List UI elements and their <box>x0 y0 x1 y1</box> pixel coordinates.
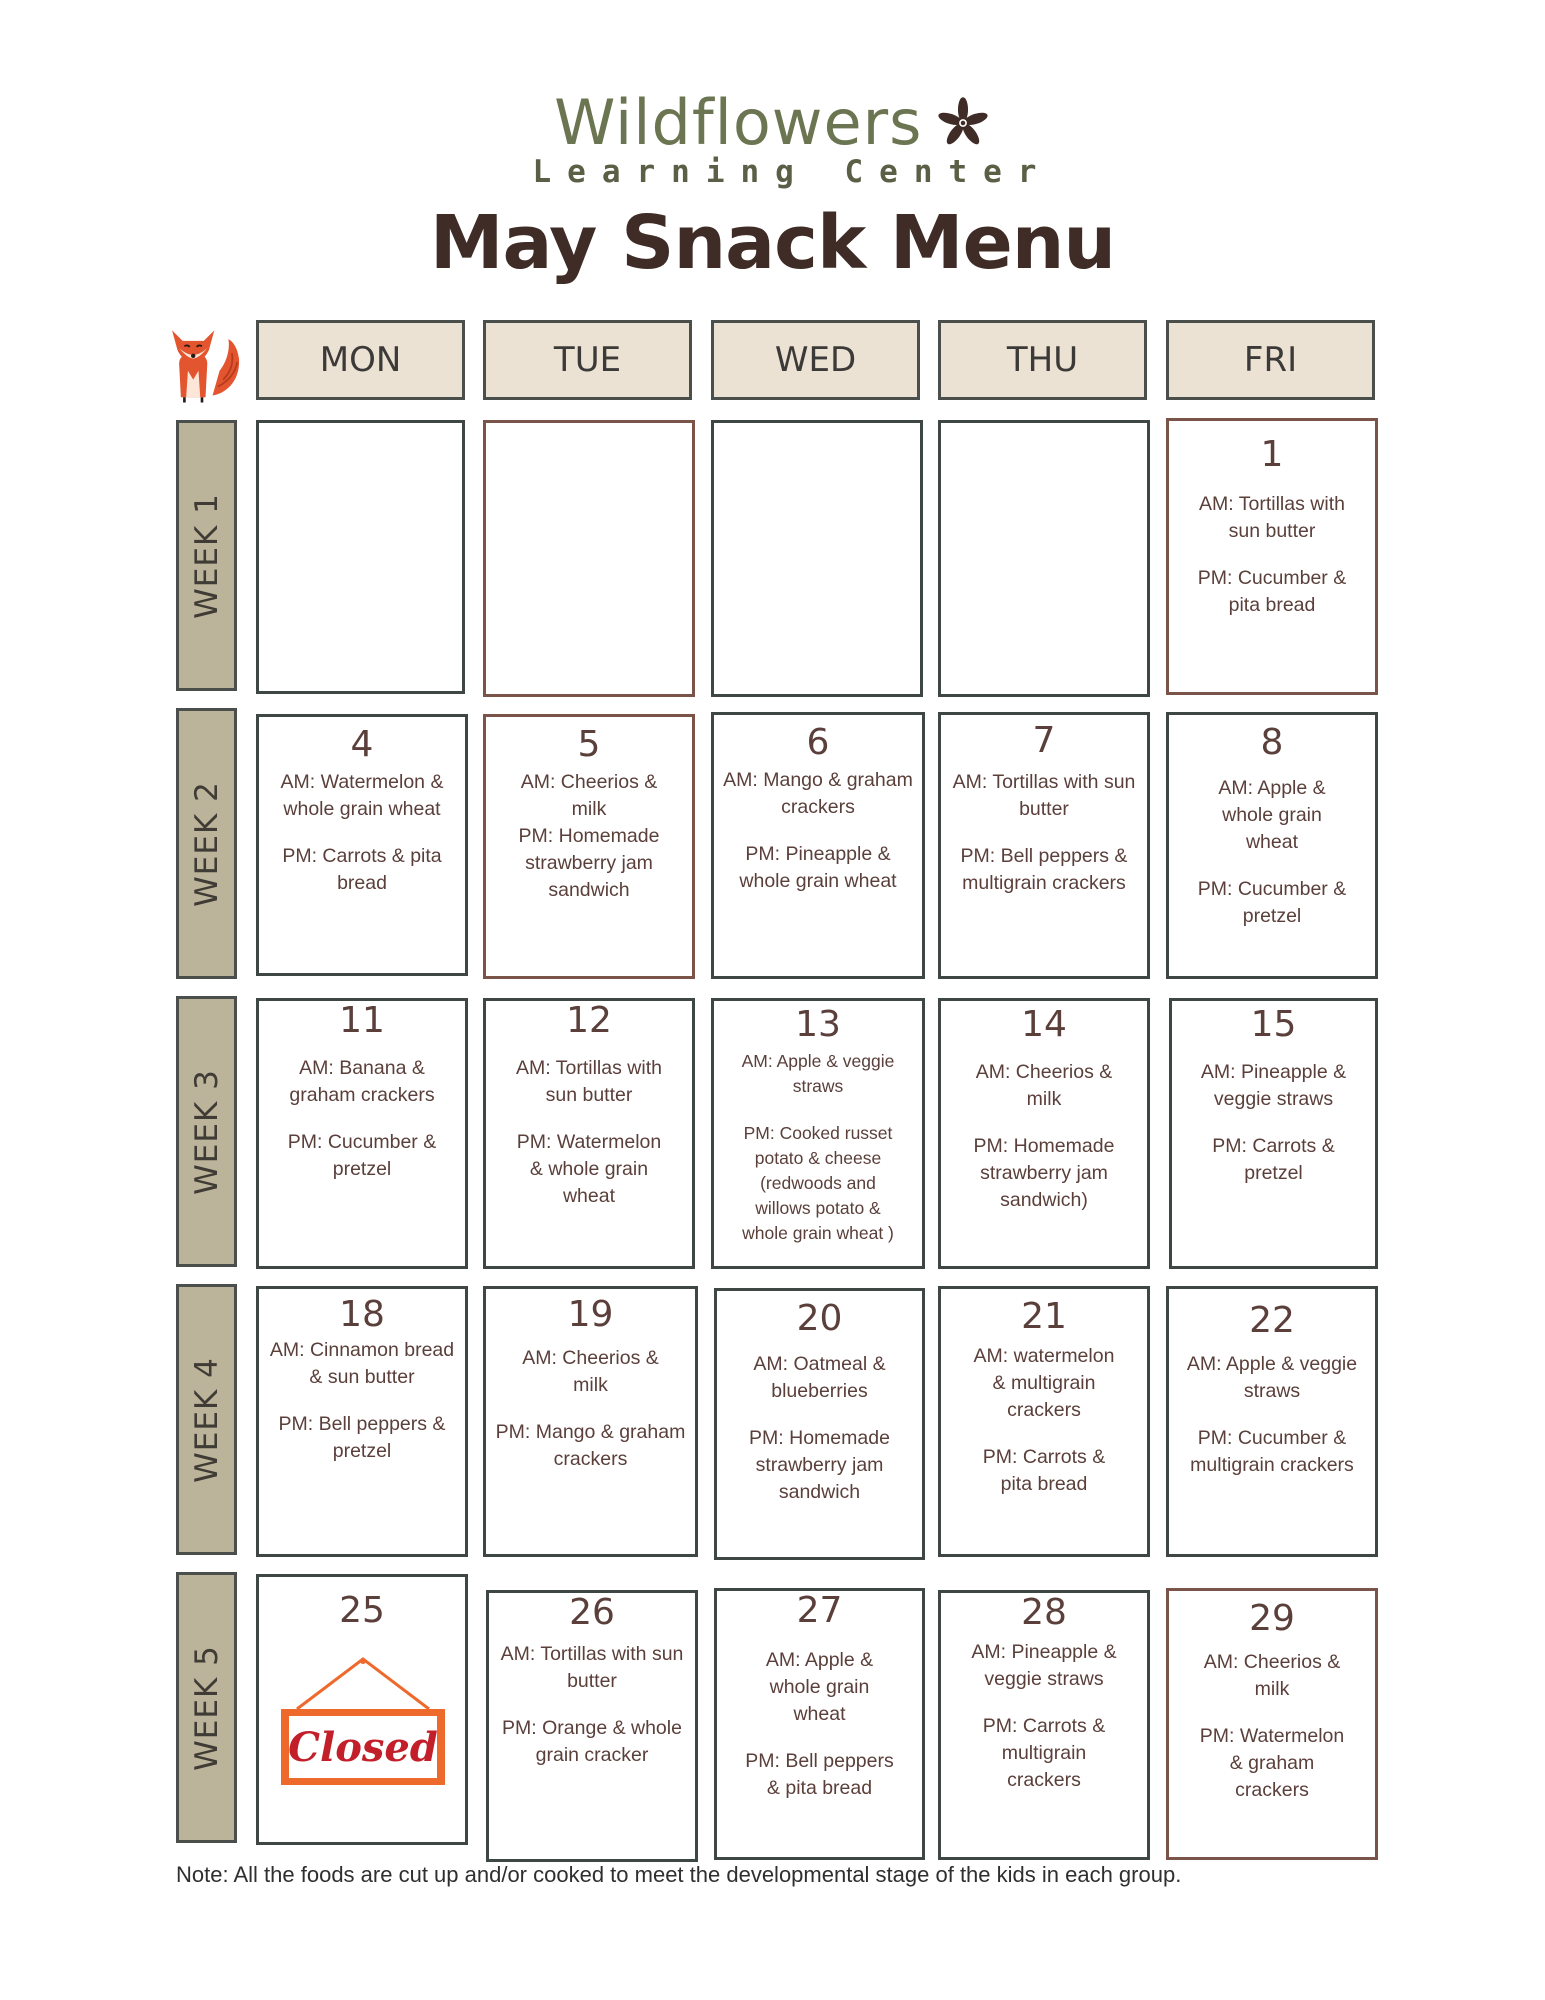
day-date: 7 <box>1032 720 1056 761</box>
am-snack: AM: Watermelon & whole grain wheat <box>280 771 444 820</box>
day-cell-may-28 <box>938 1590 1150 1860</box>
week-label-1: WEEK 1 <box>176 420 237 691</box>
day-cell-may-12 <box>483 998 695 1269</box>
day-date: 20 <box>796 1298 843 1339</box>
day-cell-may-11 <box>256 998 468 1269</box>
am-snack: AM: Pineapple & veggie straws <box>971 1641 1117 1690</box>
day-cell-may-15 <box>1169 998 1378 1269</box>
pm-snack: PM: Cooked russet potato & cheese (redwoods and willows potato & whole grain wheat ) <box>742 1123 894 1243</box>
am-snack: AM: Tortillas with sun butter <box>516 1057 662 1106</box>
week-label-2: WEEK 2 <box>176 708 237 979</box>
day-cell-may-25 <box>256 1574 468 1845</box>
day-date: 12 <box>566 1000 612 1041</box>
day-cell-may-29 <box>1166 1588 1378 1860</box>
day-cell-empty <box>483 420 695 697</box>
day-date: 14 <box>1021 1004 1067 1045</box>
day-header-fri: FRI <box>1166 320 1375 400</box>
day-header-tue: TUE <box>483 320 692 400</box>
brand-subtitle: Learning Center <box>532 154 1053 190</box>
day-cell-may-5 <box>483 714 695 979</box>
pm-snack: PM: Watermelon & graham crackers <box>1199 1725 1345 1801</box>
pm-snack: PM: Pineapple & whole grain wheat <box>739 843 897 892</box>
am-snack: AM: Cheerios & milk <box>520 771 658 820</box>
day-cell-may-7 <box>938 712 1150 979</box>
day-date: 11 <box>339 1000 385 1041</box>
pm-snack: PM: Bell peppers & pretzel <box>278 1413 446 1462</box>
am-snack: AM: Cheerios & milk <box>522 1347 659 1396</box>
am-snack: AM: watermelon & multigrain crackers <box>973 1345 1115 1421</box>
pm-snack: PM: Carrots & pita bread <box>282 845 442 894</box>
week-label-3: WEEK 3 <box>176 996 237 1267</box>
week-label-5: WEEK 5 <box>176 1572 237 1843</box>
day-header-wed: WED <box>711 320 920 400</box>
day-date: 4 <box>350 724 374 765</box>
am-snack: AM: Cheerios & milk <box>1203 1651 1341 1700</box>
am-snack: AM: Apple & whole grain wheat <box>1218 777 1326 853</box>
pm-snack: PM: Bell peppers & multigrain crackers <box>960 845 1128 894</box>
pm-snack: PM: Cucumber & pretzel <box>287 1131 437 1180</box>
day-cell-may-21 <box>938 1286 1150 1557</box>
day-cell-empty <box>711 420 923 697</box>
day-cell-may-19 <box>483 1286 698 1557</box>
day-cell-empty <box>256 420 465 694</box>
flower-icon <box>935 95 991 151</box>
pm-snack: PM: Watermelon & whole grain wheat <box>516 1131 662 1207</box>
day-cell-may-14 <box>938 998 1150 1269</box>
pm-snack: PM: Carrots & pretzel <box>1212 1135 1335 1184</box>
day-date: 29 <box>1249 1598 1295 1639</box>
week-label-4: WEEK 4 <box>176 1284 237 1555</box>
pm-snack: PM: Homemade strawberry jam sandwich <box>749 1427 890 1503</box>
pm-snack: PM: Homemade strawberry jam sandwich <box>518 825 660 901</box>
pm-snack: PM: Orange & whole grain cracker <box>502 1717 682 1766</box>
pm-snack: PM: Cucumber & pita bread <box>1197 567 1347 616</box>
day-date: 8 <box>1260 722 1284 763</box>
pm-snack: PM: Carrots & pita bread <box>982 1446 1106 1495</box>
footer-note: Note: All the foods are cut up and/or cooked to meet the developmental stage of the kids in each group. <box>176 1862 1182 1887</box>
day-date: 28 <box>1021 1592 1067 1633</box>
am-snack: AM: Apple & whole grain wheat <box>765 1649 874 1725</box>
fox-icon <box>158 318 246 406</box>
pm-snack: PM: Homemade strawberry jam sandwich) <box>973 1135 1115 1211</box>
am-snack: AM: Pineapple & veggie straws <box>1200 1061 1347 1110</box>
day-cell-may-8 <box>1166 712 1378 979</box>
am-snack: AM: Apple & veggie straws <box>1186 1353 1358 1402</box>
brand-name: Wildflowers <box>554 86 923 159</box>
day-cell-may-20 <box>714 1288 925 1560</box>
day-date: 1 <box>1260 434 1284 475</box>
am-snack: AM: Banana & graham crackers <box>289 1057 435 1106</box>
am-snack: AM: Oatmeal & blueberries <box>753 1353 886 1402</box>
am-snack: AM: Mango & graham crackers <box>723 769 913 818</box>
am-snack: AM: Apple & veggie straws <box>741 1051 895 1096</box>
day-cell-may-13 <box>711 998 925 1269</box>
day-date: 6 <box>806 722 830 763</box>
day-date: 5 <box>577 724 601 765</box>
day-header-mon: MON <box>256 320 465 400</box>
day-cell-may-4 <box>256 714 468 976</box>
day-date: 27 <box>796 1590 843 1631</box>
am-snack: AM: Tortillas with sun butter <box>500 1643 684 1692</box>
brand-header <box>0 88 1545 158</box>
day-header-thu: THU <box>938 320 1147 400</box>
day-date: 25 <box>339 1590 385 1631</box>
day-cell-may-6 <box>711 712 925 979</box>
day-cell-may-22 <box>1166 1286 1378 1557</box>
closed-text: Closed <box>288 1724 438 1771</box>
day-cell-may-26 <box>486 1590 698 1862</box>
day-date: 26 <box>569 1592 615 1633</box>
closed-sign <box>279 1655 447 1787</box>
am-snack: AM: Cheerios & milk <box>975 1061 1113 1110</box>
am-snack: AM: Tortillas with sun butter <box>1199 493 1345 542</box>
page-title: May Snack Menu <box>429 200 1116 286</box>
am-snack: AM: Cinnamon bread & sun butter <box>269 1339 455 1388</box>
day-cell-may-18 <box>256 1286 468 1557</box>
day-cell-empty <box>938 420 1150 697</box>
am-snack: AM: Tortillas with sun butter <box>952 771 1136 820</box>
day-cell-may-1 <box>1166 418 1378 695</box>
pm-snack: PM: Mango & graham crackers <box>495 1421 686 1470</box>
day-date: 21 <box>1021 1296 1067 1337</box>
pm-snack: PM: Cucumber & multigrain crackers <box>1190 1427 1354 1476</box>
pm-snack: PM: Carrots & multigrain crackers <box>982 1715 1106 1791</box>
pm-snack: PM: Bell peppers & pita bread <box>745 1750 894 1799</box>
day-cell-may-27 <box>714 1588 925 1860</box>
day-date: 19 <box>567 1294 614 1335</box>
day-date: 22 <box>1249 1300 1295 1341</box>
day-date: 13 <box>795 1004 841 1045</box>
day-date: 18 <box>339 1294 385 1335</box>
day-date: 15 <box>1250 1004 1297 1045</box>
pm-snack: PM: Cucumber & pretzel <box>1197 878 1347 927</box>
